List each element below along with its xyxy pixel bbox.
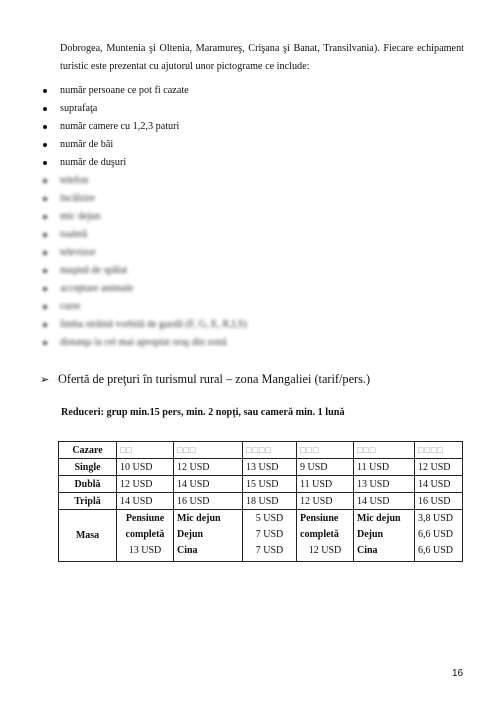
section-heading: ➢ Ofertă de preţuri în turismul rural – zona Mangaliei (tarif/pers.): [40, 372, 371, 386]
bullet-icon: [43, 89, 47, 93]
header-cell-pictogram: □□□: [174, 442, 243, 459]
list-item-blurred: distanţa la cel mai apropiat oraş din zonă: [40, 334, 460, 352]
bullet-icon: [43, 215, 47, 219]
header-cell-pictogram: □□□: [354, 442, 415, 459]
table-cell: 14 USD: [354, 493, 415, 510]
list-item-blurred: telefon: [40, 172, 460, 190]
table-cell: 10 USD: [117, 459, 174, 476]
masa-cell: Mic dejun Dejun Cina: [354, 510, 415, 562]
list-item: număr de băi: [40, 136, 460, 154]
table-row-masa: [59, 510, 463, 562]
page-number: 16: [452, 668, 464, 679]
bullet-icon: [43, 251, 47, 255]
pictogram-list: [40, 82, 460, 352]
table-cell: 12 USD: [174, 459, 243, 476]
table-cell: 11 USD: [354, 459, 415, 476]
table-row: [59, 476, 463, 493]
table-cell: 14 USD: [174, 476, 243, 493]
intro-paragraph: Dobrogea, Muntenia şi Oltenia, Maramureş, Crişana şi Banat, Transilvania). Fiecare echipament turistic este prezentat cu ajutorul unor pictograme ce include:: [60, 43, 464, 72]
header-cell-pictogram: □□□□: [243, 442, 297, 459]
list-item: suprafaţa: [40, 100, 460, 118]
masa-cell: Pensiune completă 13 USD: [117, 510, 174, 562]
table-cell: 12 USD: [297, 493, 354, 510]
table-cell: 11 USD: [297, 476, 354, 493]
list-item-blurred: toaletă: [40, 226, 460, 244]
table-cell: 15 USD: [243, 476, 297, 493]
masa-cell: Pensiune completă 12 USD: [297, 510, 354, 562]
table-row: [59, 493, 463, 510]
list-item: număr persoane ce pot fi cazate: [40, 82, 460, 100]
list-item: număr de duşuri: [40, 154, 460, 172]
table-cell: 13 USD: [243, 459, 297, 476]
list-item-blurred: limba străină vorbită de gazdă (F, G, E, R,I,S): [40, 316, 460, 334]
table-cell: 12 USD: [415, 459, 463, 476]
bullet-icon: [43, 269, 47, 273]
list-item-blurred: mic dejun: [40, 208, 460, 226]
table-cell: 16 USD: [415, 493, 463, 510]
table-cell: 13 USD: [354, 476, 415, 493]
header-cell-pictogram: □□: [117, 442, 174, 459]
table-cell: 18 USD: [243, 493, 297, 510]
price-table: [58, 441, 463, 562]
bullet-icon: [43, 323, 47, 327]
arrow-bullet-icon: ➢: [40, 374, 50, 386]
list-item-blurred: încălzire: [40, 190, 460, 208]
bullet-icon: [43, 143, 47, 147]
header-cell-pictogram: □□□: [297, 442, 354, 459]
list-item-blurred: acceptare animale: [40, 280, 460, 298]
masa-cell: 5 USD 7 USD 7 USD: [243, 510, 297, 562]
reductions-note: Reduceri: grup min.15 pers, min. 2 nopţi, sau cameră min. 1 lună: [61, 407, 345, 418]
table-cell: 9 USD: [297, 459, 354, 476]
bullet-icon: [43, 179, 47, 183]
header-cell-pictogram: □□□□: [415, 442, 463, 459]
row-label: Dublă: [59, 476, 117, 493]
list-item-blurred: curte: [40, 298, 460, 316]
masa-cell: 3,8 USD 6,6 USD 6,6 USD: [415, 510, 463, 562]
bullet-icon: [43, 125, 47, 129]
table-cell: 14 USD: [117, 493, 174, 510]
table-cell: 14 USD: [415, 476, 463, 493]
bullet-icon: [43, 287, 47, 291]
list-item: număr camere cu 1,2,3 paturi: [40, 118, 460, 136]
row-label: Single: [59, 459, 117, 476]
header-cell: Cazare: [59, 442, 117, 459]
table-cell: 12 USD: [117, 476, 174, 493]
row-label: Triplă: [59, 493, 117, 510]
bullet-icon: [43, 161, 47, 165]
row-label: Masa: [59, 510, 117, 562]
bullet-icon: [43, 233, 47, 237]
bullet-icon: [43, 107, 47, 111]
bullet-icon: [43, 305, 47, 309]
list-item-blurred: maşină de spălat: [40, 262, 460, 280]
bullet-icon: [43, 341, 47, 345]
masa-cell: Mic dejun Dejun Cina: [174, 510, 243, 562]
table-row: [59, 459, 463, 476]
table-header-row: [59, 442, 463, 459]
table-cell: 16 USD: [174, 493, 243, 510]
list-item-blurred: televizor: [40, 244, 460, 262]
bullet-icon: [43, 197, 47, 201]
